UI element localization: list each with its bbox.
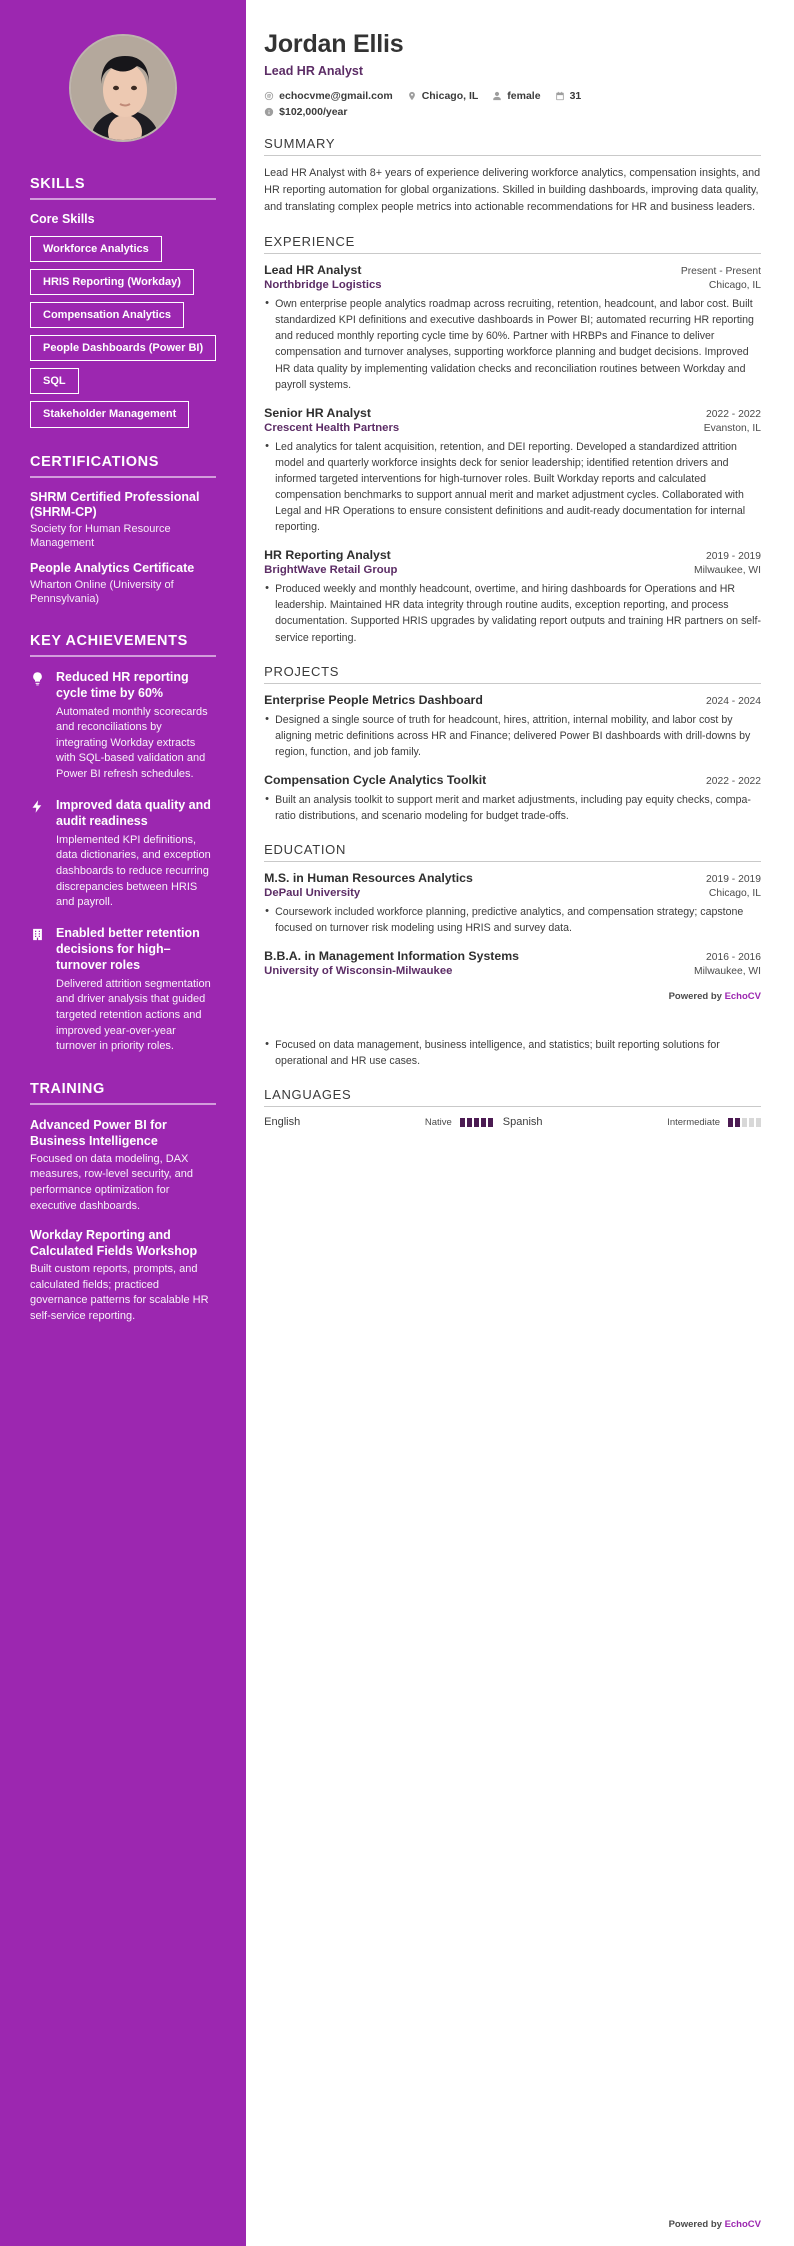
- achievement-item: [30, 797, 216, 911]
- certification-issuer: Wharton Online (University of Pennsylvania): [30, 579, 174, 606]
- experience-entry-sub: [264, 279, 761, 291]
- education-continued-bullets: [264, 1037, 761, 1069]
- experience-entry-header: [264, 548, 761, 562]
- calendar-icon: [555, 91, 565, 101]
- bullet-item: • Built an analysis toolkit to support merit and market adjustments, including pay equity checks, compa-ratio distributions, and scenario modeling for budget trade-offs.: [264, 792, 761, 824]
- experience-bullets: [264, 296, 761, 393]
- language-item: [503, 1116, 761, 1128]
- education-entry-sub: [264, 887, 761, 899]
- lightning-bolt-icon: [30, 797, 47, 911]
- certifications-divider: [30, 476, 216, 478]
- bullet-item: • Produced weekly and monthly headcount, overtime, and hiring dashboards for Operations and HR leadership. Maintained HR data integrity through routine audits, exception reporting, and process documentation. Supported HRIS upgrades by validating report outputs and training HR partners on self-service reporting.: [264, 581, 761, 645]
- experience-entry: [264, 548, 761, 645]
- project-entry-header: [264, 693, 761, 707]
- achievement-item: [30, 925, 216, 1055]
- language-level: Intermediate: [667, 1116, 720, 1128]
- education-bullets: [264, 904, 761, 936]
- brand-name: EchoCV: [724, 991, 761, 1003]
- proficiency-dot: [742, 1118, 747, 1127]
- languages-section: [264, 1087, 761, 1128]
- contact-age-text: 31: [569, 90, 582, 102]
- language-level: Native: [424, 1116, 452, 1128]
- language-item: [264, 1116, 493, 1128]
- experience-entry-sub: [264, 422, 761, 434]
- experience-entry-sub: [264, 564, 761, 576]
- proficiency-dot: [488, 1118, 493, 1127]
- experience-dates: 2022 - 2022: [706, 408, 761, 420]
- training-title: Advanced Power BI for Business Intelligence: [30, 1117, 167, 1148]
- contact-email-text: echocvme@gmail.com: [279, 90, 393, 102]
- experience-entry-header: [264, 406, 761, 420]
- achievement-item: [30, 669, 216, 783]
- experience-entry: [264, 406, 761, 536]
- main-content: [246, 0, 794, 2246]
- project-entry: [264, 773, 761, 824]
- summary-text: Lead HR Analyst with 8+ years of experience delivering workforce analytics, compensation insights, and HR reporting automation for global organizations. Skilled in building dashboards, improving data quality, and translating complex people metrics into actionable recommendations for HR and business leaders.: [264, 167, 761, 214]
- education-location: Milwaukee, WI: [694, 966, 761, 978]
- language-proficiency-dots: [460, 1118, 493, 1127]
- education-entry: [264, 871, 761, 936]
- certifications-section: [30, 454, 216, 607]
- proficiency-dot: [749, 1118, 754, 1127]
- achievement-title: Reduced HR reporting cycle time by 60%: [56, 669, 189, 700]
- certification-issuer: Society for Human Resource Management: [30, 522, 171, 550]
- education-school: DePaul University: [264, 887, 361, 900]
- skill-tag[interactable]: Stakeholder Management: [30, 401, 189, 427]
- languages-row: [264, 1116, 761, 1128]
- contact-row-secondary: [264, 106, 761, 118]
- powered-by-prefix: Powered by: [668, 2219, 725, 2230]
- training-title: Workday Reporting and Calculated Fields Workshop: [30, 1228, 198, 1259]
- achievement-description: Delivered attrition segmentation and driver analysis that guided targeted retention actions and improved year-over-year turnover in priority roles.: [56, 977, 211, 1053]
- education-entry-sub: [264, 965, 761, 977]
- skills-divider: [30, 198, 216, 200]
- proficiency-dot: [467, 1118, 472, 1127]
- achievements-divider: [30, 655, 216, 657]
- languages-heading: LANGUAGES: [264, 1087, 352, 1103]
- job-role-subtitle: Lead HR Analyst: [264, 64, 364, 78]
- education-section: [264, 842, 761, 977]
- bullet-item: • Coursework included workforce planning, predictive analytics, and compensation strategy; capstone focused on turnover risk modeling using HRIS and survey data.: [264, 904, 761, 936]
- contact-salary-text: $102,000/year: [279, 106, 348, 118]
- language-proficiency-dots: [728, 1118, 761, 1127]
- proficiency-dot: [735, 1118, 740, 1127]
- proficiency-dot: [756, 1118, 761, 1127]
- training-heading: TRAINING: [30, 1080, 105, 1097]
- training-description: Focused on data modeling, DAX measures, row-level security, and performance optimization for executive dashboards.: [30, 1152, 194, 1212]
- project-title: Compensation Cycle Analytics Toolkit: [264, 772, 487, 787]
- education-school: University of Wisconsin-Milwaukee: [264, 965, 453, 978]
- building-icon: [30, 925, 47, 1055]
- training-divider: [30, 1103, 216, 1105]
- skill-tag[interactable]: People Dashboards (Power BI): [30, 335, 216, 361]
- contact-row-primary: [264, 90, 761, 102]
- language-name: Spanish: [502, 1116, 543, 1129]
- experience-heading: EXPERIENCE: [264, 234, 355, 250]
- email-icon: [264, 91, 274, 101]
- education-continued-section: [264, 1037, 761, 1069]
- experience-dates: 2019 - 2019: [706, 551, 761, 563]
- skills-tag-list: [30, 236, 216, 428]
- certification-name: People Analytics Certificate: [30, 561, 195, 576]
- training-description: Built custom reports, prompts, and calculated fields; practiced governance patterns for scalable HR self-service reporting.: [30, 1263, 209, 1323]
- experience-job-title: Senior HR Analyst: [264, 405, 371, 420]
- skill-tag[interactable]: SQL: [30, 368, 79, 394]
- certification-item: [30, 561, 216, 606]
- experience-divider: [264, 253, 761, 254]
- experience-bullets: [264, 439, 761, 536]
- project-bullets: [264, 712, 761, 760]
- education-degree: M.S. in Human Resources Analytics: [264, 871, 473, 886]
- project-entry: [264, 693, 761, 760]
- training-item: [30, 1227, 216, 1324]
- page-break-spacer: [264, 1002, 761, 1032]
- education-dates: 2019 - 2019: [706, 874, 761, 886]
- experience-location: Milwaukee, WI: [694, 565, 761, 577]
- summary-divider: [264, 155, 761, 156]
- project-dates: 2022 - 2022: [706, 775, 761, 787]
- certification-name: SHRM Certified Professional (SHRM-CP): [30, 489, 200, 520]
- project-dates: 2024 - 2024: [706, 695, 761, 707]
- education-dates: 2016 - 2016: [706, 952, 761, 964]
- contact-gender: [492, 90, 540, 102]
- achievement-body: [56, 925, 216, 1055]
- contact-gender-text: female: [507, 90, 541, 102]
- certifications-heading: CERTIFICATIONS: [30, 453, 159, 470]
- education-entry-header: [264, 871, 761, 885]
- info-icon: [264, 107, 274, 117]
- contact-location-text: Chicago, IL: [421, 90, 479, 102]
- experience-section: [264, 234, 761, 646]
- projects-divider: [264, 683, 761, 684]
- skill-tag[interactable]: Compensation Analytics: [30, 302, 184, 328]
- project-entry-header: [264, 773, 761, 787]
- avatar-container: [30, 34, 216, 142]
- experience-job-title: HR Reporting Analyst: [264, 548, 391, 563]
- education-heading: EDUCATION: [264, 842, 347, 858]
- proficiency-dot: [481, 1118, 486, 1127]
- achievements-section: [30, 633, 216, 1055]
- achievement-title: Improved data quality and audit readiness: [56, 797, 211, 828]
- bullet-item: • Own enterprise people analytics roadmap across recruiting, retention, headcount, and labor cost. Built standardized KPI definitions and executive dashboards in Power BI; automated recurring HR reporting and reduced monthly reporting cycle time by 60%. Partner with HRBPs and Finance to deliver compensation and turnover analyses, supporting workforce planning and budget decisions. Improved HR data quality by implementing validation checks and reconciliation routines between Workday and payroll systems.: [264, 296, 761, 393]
- experience-company: Crescent Health Partners: [264, 421, 400, 434]
- languages-divider: [264, 1106, 761, 1107]
- summary-section: [264, 136, 761, 216]
- experience-entry: [264, 263, 761, 393]
- summary-heading: SUMMARY: [264, 136, 336, 151]
- proficiency-dot: [460, 1118, 465, 1127]
- education-degree: B.B.A. in Management Information Systems: [264, 949, 520, 964]
- contact-info: [264, 90, 761, 118]
- education-divider: [264, 861, 761, 862]
- achievement-description: Implemented KPI definitions, data dictionaries, and exception dashboards to reduce recurring discrepancies between HRIS and payroll.: [56, 833, 211, 909]
- powered-by-footer-bottom: [669, 2219, 761, 2230]
- skill-tag[interactable]: Workforce Analytics: [30, 236, 162, 262]
- project-title: Enterprise People Metrics Dashboard: [264, 692, 483, 707]
- experience-location: Evanston, IL: [703, 422, 761, 434]
- education-location: Chicago, IL: [708, 888, 761, 900]
- achievement-description: Automated monthly scorecards and reconciliations by integrating Workday extracts with SQL-based validation and Power BI refresh schedules.: [56, 705, 208, 781]
- experience-company: BrightWave Retail Group: [264, 564, 398, 577]
- skill-tag[interactable]: HRIS Reporting (Workday): [30, 269, 194, 295]
- education-entry-header: [264, 949, 761, 963]
- contact-email[interactable]: [264, 90, 393, 102]
- experience-job-title: Lead HR Analyst: [264, 263, 362, 278]
- contact-location: [407, 90, 479, 102]
- contact-salary: [264, 106, 347, 118]
- proficiency-dot: [728, 1118, 733, 1127]
- avatar: [69, 34, 177, 142]
- experience-entry-header: [264, 263, 761, 277]
- training-item: [30, 1117, 216, 1214]
- achievement-body: [56, 797, 216, 911]
- achievement-title: Enabled better retention decisions for high–turnover roles: [56, 925, 200, 972]
- page-title: Jordan Ellis: [264, 30, 404, 58]
- person-icon: [492, 91, 502, 101]
- powered-by-footer-top: [264, 991, 761, 1002]
- achievements-heading: KEY ACHIEVEMENTS: [30, 632, 188, 649]
- powered-by-prefix: Powered by: [668, 991, 725, 1003]
- bullet-item: • Led analytics for talent acquisition, retention, and DEI reporting. Developed a standardized attrition model and quarterly workforce insights deck for senior leadership; identified retention drivers and informed targeted interventions for high-turnover roles. Built Workday reports and calculated compensation benchmarks to support annual merit and market adjustment cycles. Collaborated with Legal and HR Operations to ensure consistent definitions and audit-ready documentation for internal reporting.: [264, 439, 761, 536]
- experience-company: Northbridge Logistics: [264, 279, 382, 292]
- skills-heading: SKILLS: [30, 176, 86, 192]
- location-pin-icon: [407, 91, 417, 101]
- skills-group-label: Core Skills: [30, 212, 95, 226]
- certification-item: [30, 490, 216, 551]
- achievement-body: [56, 669, 216, 783]
- projects-heading: PROJECTS: [264, 663, 340, 679]
- bullet-item: • Focused on data management, business intelligence, and statistics; built reporting solutions for operational and HR use cases.: [264, 1037, 761, 1069]
- experience-bullets: [264, 581, 761, 645]
- proficiency-dot: [474, 1118, 479, 1127]
- training-section: [30, 1081, 216, 1325]
- brand-name: EchoCV: [724, 2219, 761, 2230]
- profile-photo-illustration: [71, 36, 177, 142]
- experience-dates: Present - Present: [680, 266, 761, 278]
- project-bullets: [264, 792, 761, 824]
- projects-section: [264, 664, 761, 824]
- skills-section: [30, 176, 216, 428]
- sidebar: [0, 0, 246, 2246]
- contact-age: [555, 90, 582, 102]
- bullet-item: • Designed a single source of truth for headcount, hires, attrition, internal mobility, and labor cost by aligning metric definitions across HR and Finance; delivered Power BI dashboards with drill-downs by region, function, and job family.: [264, 712, 761, 760]
- experience-location: Chicago, IL: [708, 280, 761, 292]
- lightbulb-icon: [30, 669, 47, 783]
- language-name: English: [264, 1116, 301, 1129]
- education-entry: [264, 949, 761, 977]
